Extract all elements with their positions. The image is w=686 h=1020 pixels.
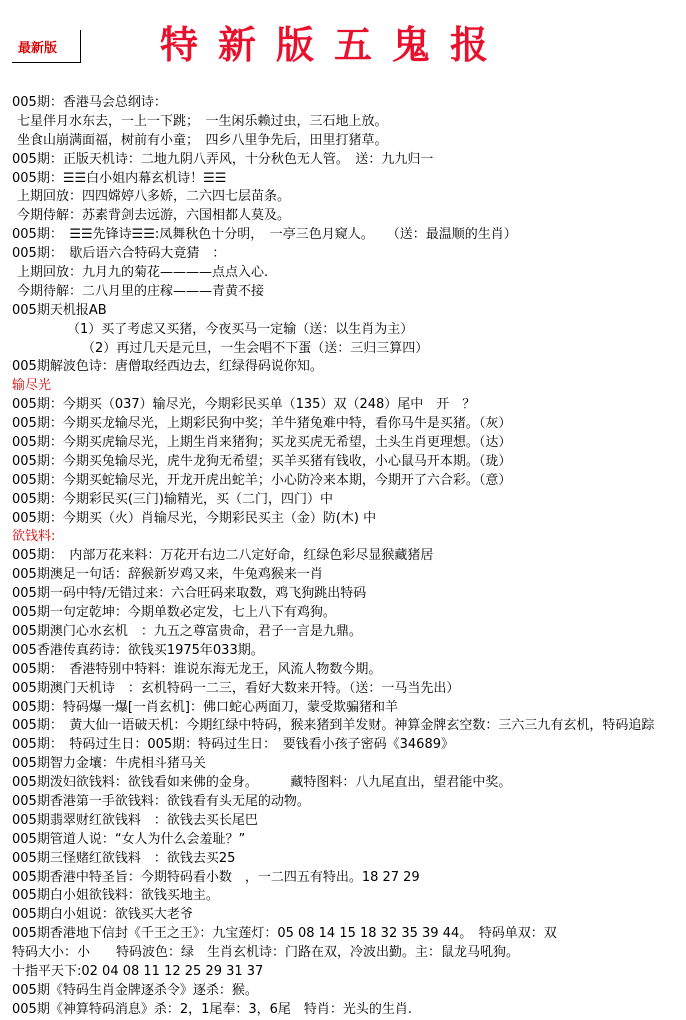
section-heading: 欲钱料: [12, 529, 56, 545]
page-header [0, 0, 686, 70]
text-line: 005期： 歇后语六合特码大竟猜 ： [12, 246, 226, 262]
text-line: 005期智力金壤：牛虎相斗猪马关 [12, 756, 206, 772]
text-line: 005期：今期彩民买(三门)输精光，买（二门，四门）中 [12, 491, 333, 507]
text-line: 005期白小姐说：欲钱买大老爷 [12, 907, 193, 923]
text-line: 005期澳门心水玄机 ：九五之尊富贵命，君子一言是九鼎。 [12, 623, 362, 639]
text-line: 今期侍解：苏素背剑去远游，六国相都人莫及。 [17, 208, 291, 224]
text-line: （1）买了考虑又买猪，今夜买马一定输（送：以生肖为主） [67, 321, 414, 337]
text-line: 005期：特码爆一爆[一肖玄机]：佛口蛇心两面刀，蒙受欺骗猪和羊 [12, 699, 398, 715]
text-line: 005期： 特码过生日：005期：特码过生日： 要钱看小孩子密码《34689》 [12, 737, 454, 753]
badge-label: 最新版 [18, 41, 58, 56]
text-line: （2）再过几天是元旦，一生会唱不下蛋（送：三归三算四） [82, 340, 429, 356]
text-line: 今期待解：二八月里的庄稼———青黄不接 [17, 283, 265, 299]
text-line: 005期：正版天机诗：二地九阴八弄风，十分秋色无人管。 送：九九归一 [12, 151, 434, 167]
text-line: 005期三怪赌红欲钱料 ：欲钱去买25 [12, 850, 236, 866]
text-line: 005期一码中特/无错过来：六合旺码来取数，鸡飞狗跳出特码 [12, 586, 367, 602]
text-line: 005期：今期买龙输尽光，上期彩民狗中奖；羊牛猪兔难中特，看你马牛是买猪。（灰） [12, 416, 512, 432]
text-line: 005期泼妇欲钱料：欲钱看如来佛的金身。 藏特图料：八九尾直出，望君能中奖。 [12, 775, 512, 791]
text-line: 005期《神算特码消息》杀：2，1尾奉：3，6尾 特肖：光头的生肖. [12, 1001, 413, 1017]
text-line: 005期《特码生肖金牌逐杀令》逐杀：猴。 [12, 982, 258, 998]
text-line: 005期：今期买（037）输尽光，今期彩民买单（135）双（248）尾中 开 ？ [12, 397, 476, 413]
text-line: 上期回放：四四嫦婷八多娇，二六四七层苗条。 [17, 189, 291, 205]
text-line: 005期澳足一句话：辞猴新岁鸡又来，牛兔鸡猴来一肖 [12, 567, 323, 583]
text-line: 七星伴月水东去，一上一下跳； 一生闲乐赖过虫，三石地上放。 [17, 113, 388, 129]
text-line: 005期： 香港特别中特料：谁说东海无龙王，风流人物数今期。 [12, 661, 382, 677]
text-line: 特码大小：小 特码波色：绿 生肖玄机诗：门路在双，冷波出勤。主：鼠龙马吼狗。 [12, 945, 520, 961]
text-line: 005期管道人说：“女人为什么会羞耻？” [12, 831, 246, 847]
text-line: 005期澳门天机诗 ：玄机特码一二三，看好大数来开特。（送：一马当先出） [12, 680, 460, 696]
text-line: 005期：今期买虎输尽光，上期生肖来猪狗；买龙买虎无希望，土头生肖更理想。（达） [12, 435, 512, 451]
page-title: 特新版五鬼报 [160, 22, 509, 67]
latest-edition-badge [12, 30, 81, 63]
text-line: 005期香港中特圣旨：今期特码看小数 ，一二四五有特出。18 27 29 [12, 869, 420, 885]
text-line: 005期： 黄大仙一语破天机：今期红绿中特码，猴来猪到羊发财。神算金牌玄空数：三六三九有玄机，特码追踪 [12, 718, 655, 734]
text-line: 005期香港第一手欲钱料：欲钱看有头无尾的动物。 [12, 793, 310, 809]
text-line: 005期： 内部万花来料：万花开右边二八定好命，红绿色彩尽显猴藏猪居 [12, 548, 434, 564]
text-line: 005期：今期买蛇输尽光，开龙开虎出蛇羊；小心防冷来本期，今期开了六合彩。（意） [12, 472, 512, 488]
text-line: 005期翡翠财红欲钱料 ：欲钱去买长尾巴 [12, 812, 258, 828]
text-line: 005期白小姐欲钱料：欲钱买地主。 [12, 888, 219, 904]
text-line: 十指平天下:02 04 08 11 12 25 29 31 37 [12, 963, 264, 979]
text-line: 005期：香港马会总纲诗： [12, 95, 167, 110]
text-line: 上期回放：九月九的菊花————点点入心. [17, 265, 269, 281]
text-line: 005期：☰☰白小姐内幕玄机诗！☰☰ [12, 170, 227, 186]
text-line: 005期：今期买兔输尽光，虎牛龙狗无希望；买羊买猪有钱收，小心鼠马开本期。（珑） [12, 453, 512, 469]
section-heading: 输尽光 [12, 378, 52, 394]
text-line: 005期香港地下信封《千王之王》：九宝莲灯：05 08 14 15 18 32 35 39 44。 特码单双：双 [12, 926, 557, 942]
text-line: 005期：今期买（火）肖输尽光，今期彩民买主（金）防(木) 中 [12, 510, 377, 526]
text-line: 005香港传真药诗：欲钱买1975年033期。 [12, 642, 264, 658]
text-line: 坐食山崩满面福，树前有小童； 四乡八里争先后，田里打猪草。 [17, 132, 388, 148]
text-line: 005期一句定乾坤：今期单数必定发，七上八下有鸡狗。 [12, 605, 336, 621]
text-line: 005期： ☰☰先锋诗☰☰:凤舞秋色十分明， 一亭三色月窥人。 （送：最温顺的生肖） [12, 227, 517, 243]
text-line: 005期解波色诗：唐僧取经西边去，红绿得码说你知。 [12, 359, 323, 375]
article-body [12, 94, 678, 1020]
text-line: 005期天机报AB [12, 302, 107, 318]
